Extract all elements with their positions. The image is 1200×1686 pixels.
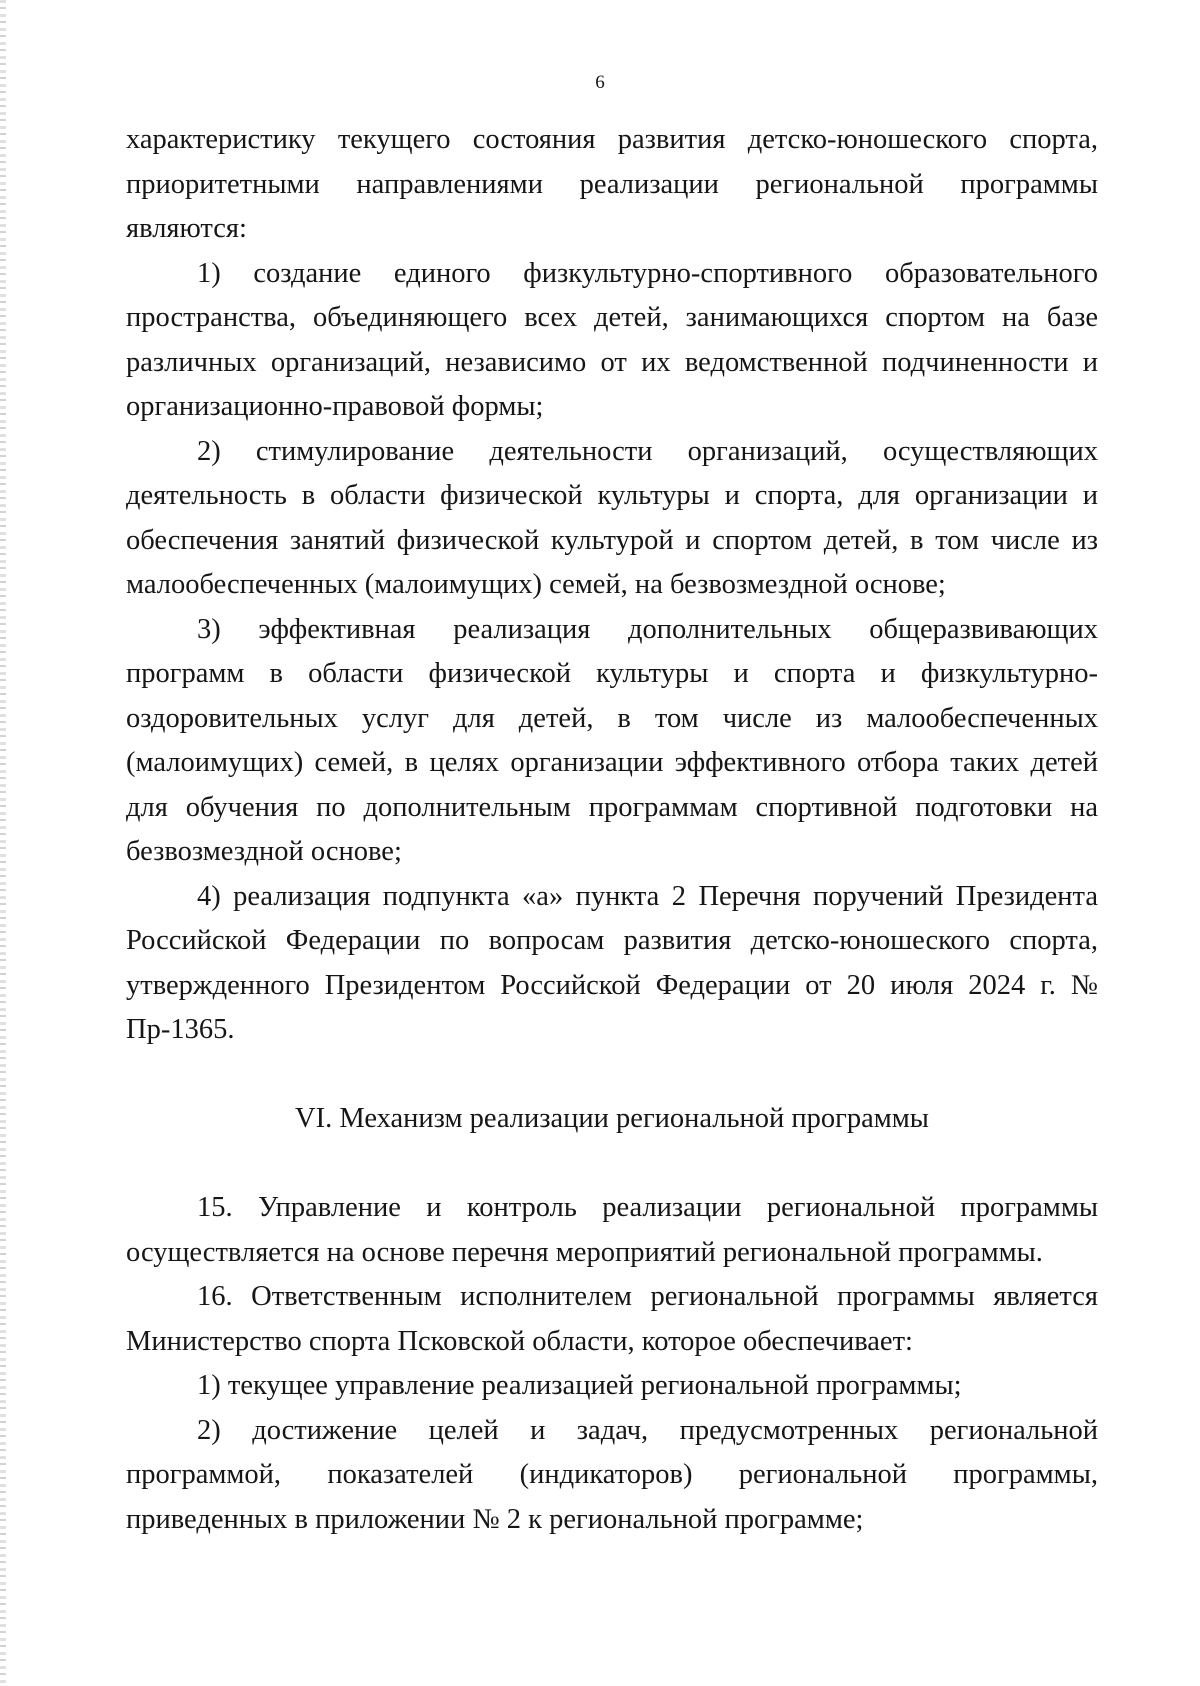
document-body [126,118,1098,1542]
page-number: 6 [595,72,605,93]
section-heading: VI. Механизм реализации региональной программы [295,1103,929,1134]
list-item-2-stimulation: 2) стимулирование деятельности организаций, осуществляющих деятельность в области физической культуры и спорта, для организации и обеспечения занятий физической культурой и спортом детей, в том числе из малообеспеченных (малоимущих) семей, на безвозмездной основе; [126,435,1098,600]
list-item-3-implementation: 3) эффективная реализация дополнительных общеразвивающих программ в области физической культуры и спорта и физкультурно-оздоровительных услуг для детей, в том числе из малообеспеченных (малоимущих) семей, в целях организации эффективного отбора таких детей для обучения по дополнительным программам спортивной подготовки на безвозмездной основе; [126,613,1098,867]
list-item-4-presidential-order: 4) реализация подпункта «а» пункта 2 Перечня поручений Президента Российской Федерации по вопросам развития детско-юношеского спорта, утвержденного Президентом Российской Федерации от 20 июля 2024 г. № Пр-1365. [126,880,1098,1045]
paragraph-15: 15. Управление и контроль реализации региональной программы осуществляется на основе перечня мероприятий региональной программы. [126,1192,1098,1268]
list-item-1-unified-space: 1) создание единого физкультурно-спортивного образовательного пространства, объединяющего всех детей, занимающихся спортом на базе различных организаций, независимо от их ведомственной подчиненности и организационно-правовой формы; [126,257,1098,422]
paragraph-16: 16. Ответственным исполнителем региональной программы является Министерство спорта Псковской области, которое обеспечивает: [126,1281,1098,1357]
paragraph-continuation: характеристику текущего состояния развития детско-юношеского спорта, приоритетными направлениями реализации региональной программы являются: [126,124,1098,244]
scan-edge-artifact [0,0,6,1686]
list-item-1-current-management: 1) текущее управление реализацией региональной программы; [197,1370,962,1401]
list-item-2-goals-achievement: 2) достижение целей и задач, предусмотренных региональной программой, показателей (индикаторов) региональной программы, приведенных в приложении № 2 к региональной программе; [126,1414,1098,1535]
